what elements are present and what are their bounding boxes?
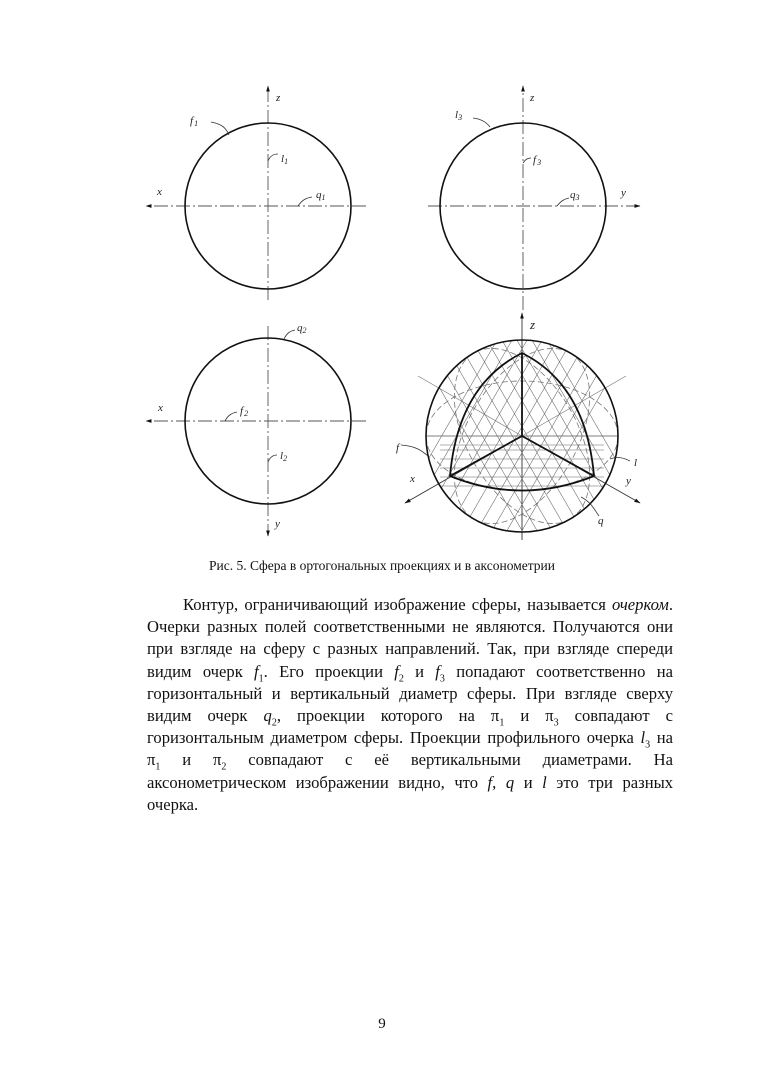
subscript: 2 (221, 761, 227, 773)
label-f3: f3 (533, 154, 542, 167)
label-l1: l1 (281, 153, 289, 166)
italic-term: f (435, 661, 440, 681)
text-run: попадают соответственно на горизонтальный и вертикальный диаметр сферы. При взгляде сверху видим очерк (147, 661, 673, 726)
axis-label-x: x (157, 186, 162, 198)
subscript: 3 (645, 739, 651, 751)
text-run: , (492, 772, 506, 792)
label-f1: f1 (190, 115, 199, 128)
italic-term: l (542, 772, 547, 792)
axonometric-view-panel (370, 313, 674, 560)
axis-label-x: x (410, 473, 415, 485)
label-l3: l3 (455, 109, 463, 122)
subscript: 2 (271, 717, 277, 729)
page-number: 9 (378, 1016, 386, 1032)
top-view-panel (146, 322, 366, 536)
label-l2: l2 (280, 450, 288, 463)
subscript: 1 (155, 761, 161, 773)
axis-label-z: z (530, 317, 536, 332)
italic-term: q (505, 772, 515, 792)
italic-term: q (263, 706, 272, 726)
paragraph-text (147, 594, 673, 816)
italic-term: f (487, 772, 493, 792)
label-q: q (598, 515, 604, 527)
body-paragraph (147, 594, 673, 816)
label-q3: q3 (570, 189, 580, 202)
profile-view-panel (428, 86, 640, 310)
subscript: 1 (499, 717, 505, 729)
text-run: , проекции которого на π (276, 706, 500, 726)
text-run: и (514, 772, 543, 792)
italic-term: f (254, 661, 259, 681)
italic-term: f (394, 661, 399, 681)
text-run: совпадают с её вертикальными диаметрами. На аксонометрическом изображении видно, что (147, 750, 673, 792)
italic-term: l (640, 728, 646, 748)
text-run: и π (504, 706, 554, 726)
subscript: 1 (258, 672, 264, 684)
text-run: . Очерки разных полей соответственными не являются. Получаются они при взгляде на сферу с разных направлений. Так, при взгляде спереди видим очерк (147, 595, 673, 681)
text-run: это три разных очерка. (147, 772, 674, 814)
axis-label-x: x (158, 402, 163, 414)
text-run: Контур, ограничивающий изображение сферы, называется (183, 595, 612, 614)
subscript: 3 (439, 672, 445, 684)
label-q1: q1 (316, 189, 326, 202)
label-f2: f2 (240, 405, 249, 418)
label-l: l (634, 457, 638, 469)
front-view-panel (146, 86, 366, 300)
italic-term: очерком (612, 595, 669, 614)
axis-label-z: z (530, 92, 535, 104)
axis-label-y: y (626, 475, 631, 487)
text-run: совпадают с горизонтальным диаметром сферы. Проекции профильного очерка (147, 706, 673, 748)
label-f: f (396, 442, 400, 454)
text-run: . Его проекции (263, 661, 395, 681)
text-run: и π (160, 750, 222, 770)
subscript: 3 (553, 717, 559, 729)
axis-label-y: y (275, 518, 280, 530)
axis-label-y: y (621, 187, 626, 199)
text-run: на π (147, 728, 673, 770)
figure-caption: Рис. 5. Сфера в ортогональных проекциях и в аксонометрии (208, 558, 556, 573)
label-q2: q2 (297, 322, 307, 335)
axis-label-z: z (276, 92, 281, 104)
text-run: и (403, 661, 436, 681)
subscript: 2 (398, 672, 404, 684)
